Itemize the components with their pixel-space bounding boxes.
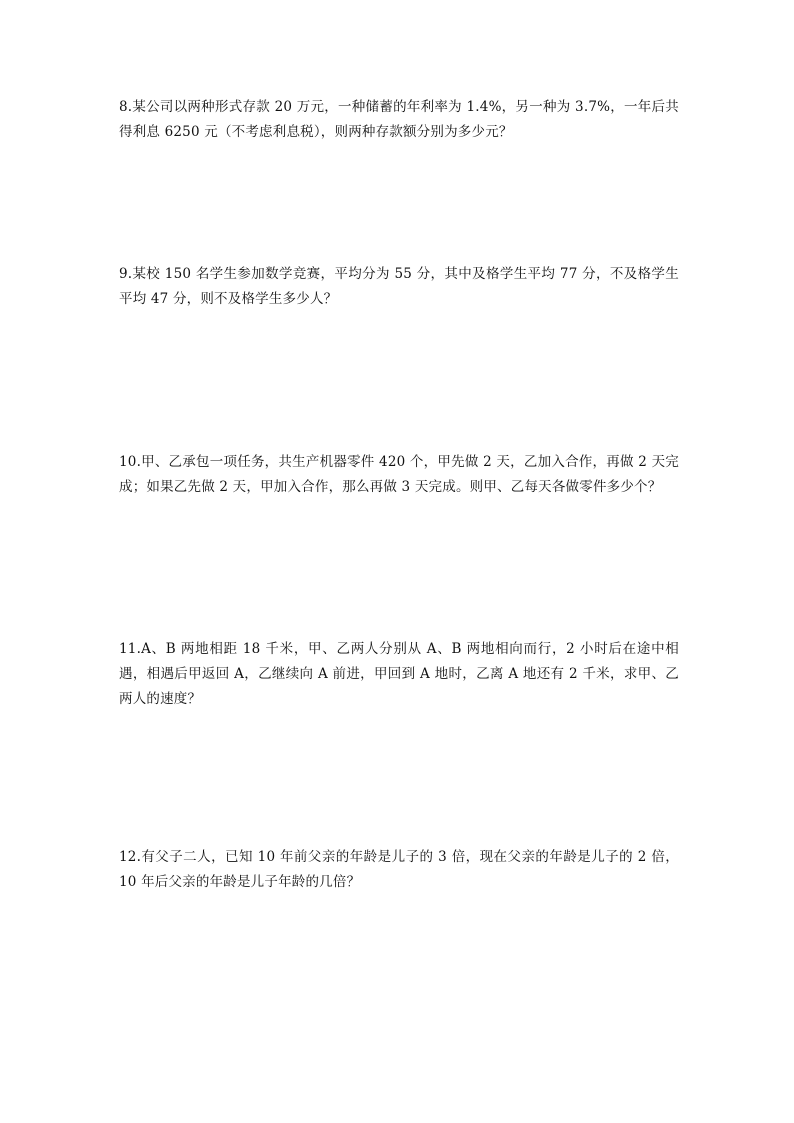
problem-10: 10.甲、乙承包一项任务，共生产机器零件 420 个，甲先做 2 天，乙加入合作，再做 2 天完成；如果乙先做 2 天，甲加入合作，那么再做 3 天完成。则甲、乙每天各做零件多少个？ bbox=[119, 454, 679, 495]
problem-9: 9.某校 150 名学生参加数学竞赛，平均分为 55 分，其中及格学生平均 77 分，不及格学生平均 47 分，则不及格学生多少人？ bbox=[119, 266, 679, 307]
problem-12: 12.有父子二人，已知 10 年前父亲的年龄是儿子的 3 倍，现在父亲的年龄是儿子的 2 倍，10 年后父亲的年龄是儿子年龄的几倍？ bbox=[119, 849, 679, 890]
problem-11: 11.A、B 两地相距 18 千米，甲、乙两人分别从 A、B 两地相向而行，2 小时后在途中相遇，相遇后甲返回 A，乙继续向 A 前进，甲回到 A 地时，乙离 A 地还有 2 千米，求甲、乙两人的速度？ bbox=[119, 641, 679, 707]
problem-8: 8.某公司以两种形式存款 20 万元，一种储蓄的年利率为 1.4%，另一种为 3.7%，一年后共得利息 6250 元（不考虑利息税），则两种存款额分别为多少元？ bbox=[119, 99, 679, 140]
